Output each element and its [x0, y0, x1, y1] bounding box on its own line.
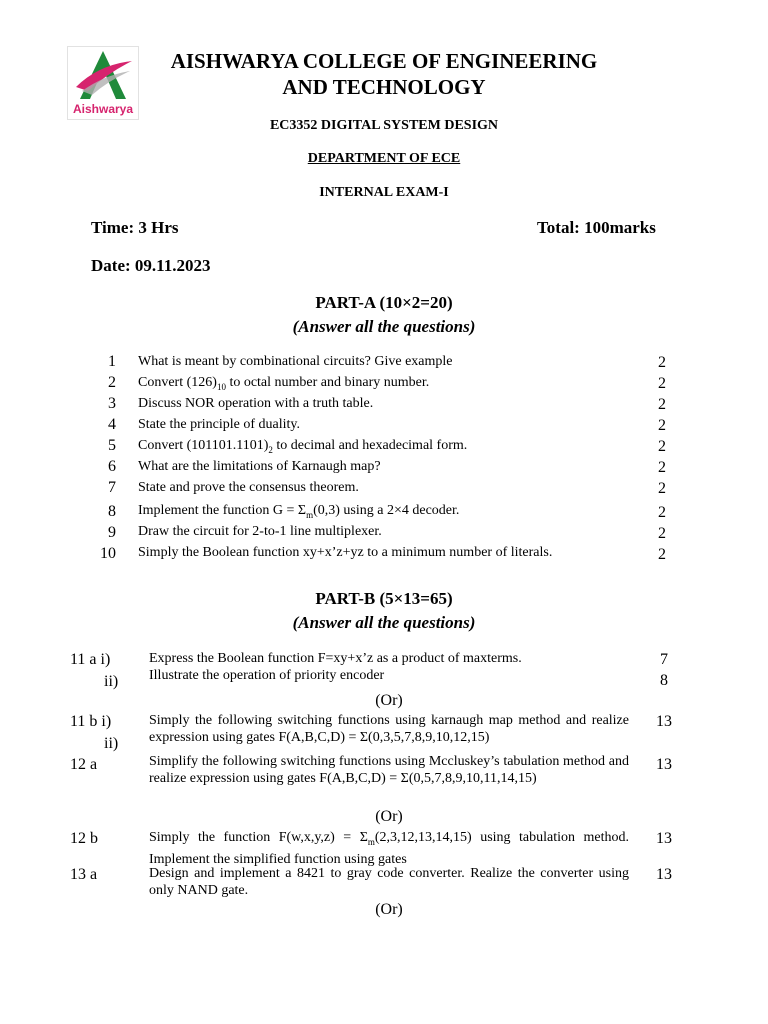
question-mark: 7	[660, 651, 668, 668]
or-separator: (Or)	[375, 808, 403, 825]
part-a-title: PART-A (10×2=20)	[315, 293, 453, 312]
question-sub-label: ii)	[104, 735, 119, 752]
question-text: Illustrate the operation of priority encoder	[149, 668, 385, 683]
question-number: 9	[108, 524, 116, 541]
question-mark: 13	[656, 830, 672, 847]
question-mark: 2	[658, 354, 666, 371]
question-mark: 2	[658, 546, 666, 563]
question-mark: 2	[658, 525, 666, 542]
or-separator: (Or)	[375, 901, 403, 918]
question-mark: 13	[656, 866, 672, 883]
question-text: Simply the Boolean function xy+x’z+yz to a minimum number of literals.	[138, 545, 553, 560]
question-number: 5	[108, 437, 116, 454]
question-mark: 2	[658, 417, 666, 434]
exam-total: Total: 100marks	[537, 218, 656, 237]
part-b-title: PART-B (5×13=65)	[315, 589, 453, 608]
question-label: 12 b	[70, 830, 98, 847]
part-b-instruction: (Answer all the questions)	[292, 613, 476, 632]
question-sub-label: ii)	[104, 673, 119, 690]
question-mark: 2	[658, 438, 666, 455]
question-text: Discuss NOR operation with a truth table.	[138, 396, 374, 411]
question-text: Design and implement a 8421 to gray code converter. Realize the converter using only NAND gate.	[149, 866, 629, 898]
question-mark: 2	[658, 375, 666, 392]
logo-text: Aishwarya	[72, 102, 134, 116]
exam-date: Date: 09.11.2023	[91, 256, 211, 275]
or-separator: (Or)	[375, 692, 403, 709]
question-text: Implement the function $G = \Sigma_m(0,3)$ using a 2×4 decoder.	[138, 503, 460, 520]
question-text: What are the limitations of Karnaugh map?	[138, 459, 381, 474]
department-title: DEPARTMENT OF ECE	[307, 151, 461, 166]
exam-title: INTERNAL EXAM-I	[319, 185, 449, 200]
question-text: Simplify the following switching functions using Mccluskey’s tabulation method and realize expression using gates F(A,B,C,D) = Σ(0,5,7,8,9,10,11,14,15)	[149, 754, 629, 786]
question-number: 10	[100, 545, 116, 562]
question-mark: 13	[656, 756, 672, 773]
question-label: 12 a	[70, 756, 98, 773]
question-number: 8	[108, 503, 116, 520]
question-number: 6	[108, 458, 116, 475]
question-text: State the principle of duality.	[138, 417, 300, 432]
college-name-line1: AISHWARYA COLLEGE OF ENGINEERING	[170, 49, 598, 73]
question-label: 13 a	[70, 866, 98, 883]
question-text: Convert $(101101.1101)_2$ to decimal and hexadecimal form.	[138, 438, 468, 455]
college-name-line2: AND TECHNOLOGY	[282, 75, 486, 99]
exam-time: Time: 3 Hrs	[91, 218, 179, 237]
course-title: EC3352 DIGITAL SYSTEM DESIGN	[269, 118, 499, 133]
question-number: 4	[108, 416, 116, 433]
question-number: 7	[108, 479, 116, 496]
question-text: State and prove the consensus theorem.	[138, 480, 359, 495]
question-mark: 2	[658, 504, 666, 521]
question-text: What is meant by combinational circuits? Give example	[138, 354, 453, 369]
question-text: Simply the following switching functions using karnaugh map method and realize expression using gates F(A,B,C,D) = Σ(0,3,5,7,8,9,10,12,15)	[149, 713, 629, 745]
question-number: 1	[108, 353, 116, 370]
question-text: Express the Boolean function F=xy+x’z as a product of maxterms.	[149, 651, 522, 666]
question-mark: 13	[656, 713, 672, 730]
question-text: Draw the circuit for 2-to-1 line multiplexer.	[138, 524, 382, 539]
question-mark: 2	[658, 459, 666, 476]
question-mark: 2	[658, 480, 666, 497]
question-number: 2	[108, 374, 116, 391]
question-text: Simply the function $F(w,x,y,z) = \Sigma_m(2,3,12,13,14,15)$ using tabulation method. Implement the simplified function using gates	[149, 830, 629, 867]
part-a-instruction: (Answer all the questions)	[292, 317, 476, 336]
question-mark: 2	[658, 396, 666, 413]
question-label: 11 a i)	[70, 651, 111, 668]
question-mark: 8	[660, 672, 668, 689]
question-label: 11 b i)	[70, 713, 112, 730]
question-text: Convert $(126)_{10}$ to octal number and binary number.	[138, 375, 430, 392]
question-number: 3	[108, 395, 116, 412]
